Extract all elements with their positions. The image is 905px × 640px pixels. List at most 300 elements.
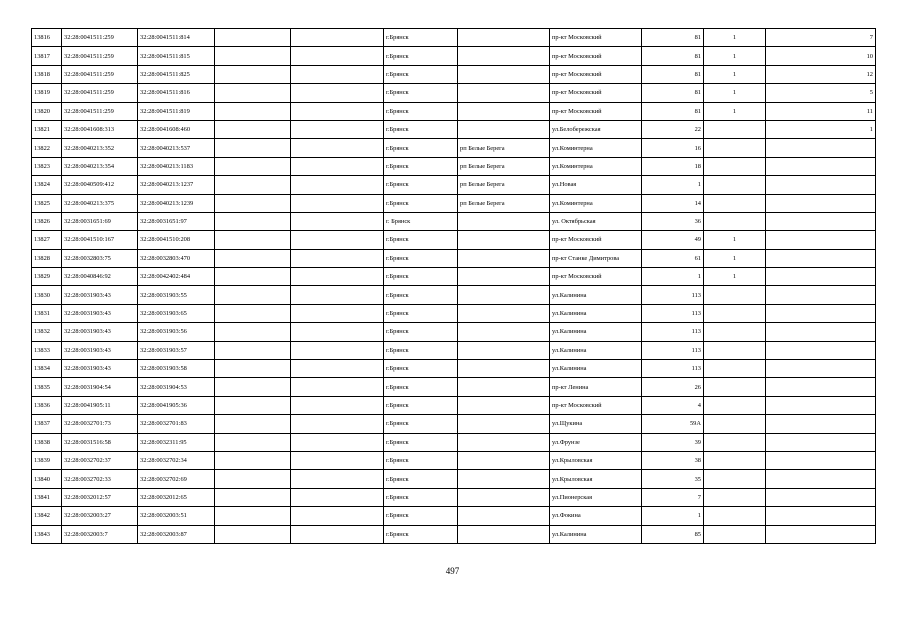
city-cell: г.Брянск <box>384 451 458 469</box>
row-number-cell: 13838 <box>32 433 62 451</box>
cadastral-number-cell: 32:28:0041511:825 <box>138 65 215 83</box>
row-number-cell: 13817 <box>32 47 62 65</box>
house-number-cell: 22 <box>642 120 704 138</box>
empty-cell <box>215 304 291 322</box>
district-cell <box>458 525 550 543</box>
table-row <box>32 488 876 506</box>
empty-cell <box>291 194 384 212</box>
row-number-cell: 13828 <box>32 249 62 267</box>
empty-cell <box>215 65 291 83</box>
row-number-cell: 13840 <box>32 470 62 488</box>
row-number-cell: 13823 <box>32 157 62 175</box>
cadastral-number-cell: 32:28:0040213:1239 <box>138 194 215 212</box>
city-cell: г.Брянск <box>384 304 458 322</box>
registry-table <box>31 28 876 544</box>
empty-cell <box>215 378 291 396</box>
table-row <box>32 360 876 378</box>
row-number-cell: 13825 <box>32 194 62 212</box>
parent-cadastral-number-cell: 32:28:0041511:259 <box>62 84 138 102</box>
street-cell: ул.Крыловская <box>550 470 642 488</box>
empty-cell <box>215 341 291 359</box>
column-f-cell <box>766 341 876 359</box>
district-cell <box>458 29 550 47</box>
parent-cadastral-number-cell: 32:28:0040213:352 <box>62 139 138 157</box>
column-f-cell: 5 <box>766 84 876 102</box>
row-number-cell: 13822 <box>32 139 62 157</box>
column-e-cell <box>704 507 766 525</box>
empty-cell <box>291 212 384 230</box>
street-cell: ул.Белобережская <box>550 120 642 138</box>
empty-cell <box>291 157 384 175</box>
table-row <box>32 470 876 488</box>
district-cell <box>458 451 550 469</box>
parent-cadastral-number-cell: 32:28:0031903:43 <box>62 360 138 378</box>
column-e-cell <box>704 212 766 230</box>
district-cell: рп Белые Берега <box>458 157 550 175</box>
district-cell <box>458 396 550 414</box>
column-f-cell <box>766 323 876 341</box>
district-cell <box>458 249 550 267</box>
empty-cell <box>215 249 291 267</box>
page-number: 497 <box>445 566 460 576</box>
table-row <box>32 323 876 341</box>
table-row <box>32 507 876 525</box>
row-number-cell: 13821 <box>32 120 62 138</box>
column-f-cell: 11 <box>766 102 876 120</box>
parent-cadastral-number-cell: 32:28:0032701:73 <box>62 415 138 433</box>
empty-cell <box>291 176 384 194</box>
city-cell: г.Брянск <box>384 396 458 414</box>
empty-cell <box>291 286 384 304</box>
district-cell <box>458 212 550 230</box>
empty-cell <box>215 525 291 543</box>
parent-cadastral-number-cell: 32:28:0031903:43 <box>62 341 138 359</box>
city-cell: г.Брянск <box>384 378 458 396</box>
parent-cadastral-number-cell: 32:28:0031516:58 <box>62 433 138 451</box>
empty-cell <box>215 176 291 194</box>
column-f-cell <box>766 378 876 396</box>
column-e-cell <box>704 396 766 414</box>
row-number-cell: 13818 <box>32 65 62 83</box>
empty-cell <box>215 470 291 488</box>
table-row <box>32 29 876 47</box>
parent-cadastral-number-cell: 32:28:0041511:259 <box>62 47 138 65</box>
house-number-cell: 81 <box>642 65 704 83</box>
cadastral-number-cell: 32:28:0031903:58 <box>138 360 215 378</box>
house-number-cell: 1 <box>642 507 704 525</box>
row-number-cell: 13820 <box>32 102 62 120</box>
empty-cell <box>291 102 384 120</box>
house-number-cell: 81 <box>642 84 704 102</box>
column-f-cell <box>766 507 876 525</box>
row-number-cell: 13832 <box>32 323 62 341</box>
column-e-cell <box>704 488 766 506</box>
column-f-cell <box>766 268 876 286</box>
empty-cell <box>215 29 291 47</box>
table-row <box>32 286 876 304</box>
column-f-cell <box>766 396 876 414</box>
empty-cell <box>215 231 291 249</box>
district-cell <box>458 286 550 304</box>
column-f-cell <box>766 194 876 212</box>
parent-cadastral-number-cell: 32:28:0040846:92 <box>62 268 138 286</box>
district-cell: рп Белые Берега <box>458 194 550 212</box>
house-number-cell: 85 <box>642 525 704 543</box>
column-e-cell: 1 <box>704 84 766 102</box>
street-cell: пр-кт Московский <box>550 29 642 47</box>
street-cell: ул.Коминтерна <box>550 194 642 212</box>
house-number-cell: 61 <box>642 249 704 267</box>
parent-cadastral-number-cell: 32:28:0041511:259 <box>62 29 138 47</box>
street-cell: пр-кт Московский <box>550 84 642 102</box>
table-row <box>32 139 876 157</box>
cadastral-number-cell: 32:28:0032803:470 <box>138 249 215 267</box>
cadastral-number-cell: 32:28:0032702:69 <box>138 470 215 488</box>
row-number-cell: 13837 <box>32 415 62 433</box>
empty-cell <box>291 378 384 396</box>
registry-rows <box>32 29 876 544</box>
city-cell: г.Брянск <box>384 47 458 65</box>
city-cell: г.Брянск <box>384 507 458 525</box>
column-e-cell <box>704 139 766 157</box>
cadastral-number-cell: 32:28:0041511:819 <box>138 102 215 120</box>
row-number-cell: 13824 <box>32 176 62 194</box>
table-row <box>32 451 876 469</box>
district-cell <box>458 84 550 102</box>
column-e-cell <box>704 451 766 469</box>
row-number-cell: 13827 <box>32 231 62 249</box>
house-number-cell: 18 <box>642 157 704 175</box>
row-number-cell: 13839 <box>32 451 62 469</box>
column-e-cell: 1 <box>704 231 766 249</box>
empty-cell <box>291 415 384 433</box>
empty-cell <box>215 488 291 506</box>
house-number-cell: 81 <box>642 47 704 65</box>
column-e-cell <box>704 433 766 451</box>
city-cell: г.Брянск <box>384 360 458 378</box>
empty-cell <box>215 84 291 102</box>
city-cell: г.Брянск <box>384 120 458 138</box>
column-e-cell <box>704 176 766 194</box>
table-row <box>32 47 876 65</box>
column-e-cell <box>704 360 766 378</box>
column-f-cell <box>766 212 876 230</box>
row-number-cell: 13833 <box>32 341 62 359</box>
row-number-cell: 13834 <box>32 360 62 378</box>
city-cell: г.Брянск <box>384 157 458 175</box>
empty-cell <box>215 268 291 286</box>
house-number-cell: 38 <box>642 451 704 469</box>
row-number-cell: 13842 <box>32 507 62 525</box>
house-number-cell: 81 <box>642 29 704 47</box>
house-number-cell: 26 <box>642 378 704 396</box>
city-cell: г.Брянск <box>384 525 458 543</box>
cadastral-number-cell: 32:28:0031651:97 <box>138 212 215 230</box>
empty-cell <box>215 323 291 341</box>
column-e-cell: 1 <box>704 29 766 47</box>
empty-cell <box>215 415 291 433</box>
city-cell: г.Брянск <box>384 84 458 102</box>
column-f-cell <box>766 231 876 249</box>
column-f-cell <box>766 157 876 175</box>
column-f-cell: 7 <box>766 29 876 47</box>
district-cell <box>458 488 550 506</box>
house-number-cell: 49 <box>642 231 704 249</box>
empty-cell <box>291 120 384 138</box>
cadastral-number-cell: 32:28:0040213:1183 <box>138 157 215 175</box>
empty-cell <box>291 304 384 322</box>
empty-cell <box>291 470 384 488</box>
empty-cell <box>291 29 384 47</box>
city-cell: г.Брянск <box>384 433 458 451</box>
row-number-cell: 13843 <box>32 525 62 543</box>
house-number-cell: 35 <box>642 470 704 488</box>
house-number-cell: 59А <box>642 415 704 433</box>
city-cell: г.Брянск <box>384 194 458 212</box>
column-f-cell <box>766 360 876 378</box>
cadastral-number-cell: 32:28:0040213:1237 <box>138 176 215 194</box>
column-e-cell: 1 <box>704 65 766 83</box>
street-cell: ул.Коминтерна <box>550 139 642 157</box>
city-cell: г.Брянск <box>384 470 458 488</box>
row-number-cell: 13836 <box>32 396 62 414</box>
house-number-cell: 14 <box>642 194 704 212</box>
street-cell: пр-кт Московский <box>550 231 642 249</box>
column-f-cell <box>766 488 876 506</box>
row-number-cell: 13835 <box>32 378 62 396</box>
house-number-cell: 4 <box>642 396 704 414</box>
city-cell: г.Брянск <box>384 176 458 194</box>
empty-cell <box>291 341 384 359</box>
column-f-cell <box>766 176 876 194</box>
column-e-cell <box>704 157 766 175</box>
empty-cell <box>215 507 291 525</box>
table-row <box>32 378 876 396</box>
cadastral-number-cell: 32:28:0041511:816 <box>138 84 215 102</box>
table-row <box>32 212 876 230</box>
column-e-cell: 1 <box>704 249 766 267</box>
street-cell: ул.Новая <box>550 176 642 194</box>
table-row <box>32 84 876 102</box>
empty-cell <box>291 433 384 451</box>
table-row <box>32 415 876 433</box>
parent-cadastral-number-cell: 32:28:0031651:69 <box>62 212 138 230</box>
empty-cell <box>291 268 384 286</box>
column-f-cell <box>766 304 876 322</box>
parent-cadastral-number-cell: 32:28:0040213:375 <box>62 194 138 212</box>
empty-cell <box>215 212 291 230</box>
empty-cell <box>291 507 384 525</box>
column-f-cell <box>766 451 876 469</box>
district-cell <box>458 47 550 65</box>
city-cell: г.Брянск <box>384 249 458 267</box>
table-row <box>32 102 876 120</box>
district-cell <box>458 323 550 341</box>
column-f-cell: 1 <box>766 120 876 138</box>
cadastral-number-cell: 32:28:0041511:815 <box>138 47 215 65</box>
column-e-cell <box>704 194 766 212</box>
empty-cell <box>291 360 384 378</box>
empty-cell <box>215 194 291 212</box>
street-cell: пр-кт Ленина <box>550 378 642 396</box>
empty-cell <box>215 360 291 378</box>
cadastral-number-cell: 32:28:0042402:484 <box>138 268 215 286</box>
city-cell: г.Брянск <box>384 231 458 249</box>
district-cell <box>458 304 550 322</box>
table-row <box>32 268 876 286</box>
parent-cadastral-number-cell: 32:28:0041608:313 <box>62 120 138 138</box>
row-number-cell: 13831 <box>32 304 62 322</box>
house-number-cell: 36 <box>642 212 704 230</box>
empty-cell <box>215 157 291 175</box>
house-number-cell: 113 <box>642 304 704 322</box>
empty-cell <box>291 65 384 83</box>
district-cell <box>458 341 550 359</box>
street-cell: пр-кт Московский <box>550 396 642 414</box>
column-f-cell <box>766 525 876 543</box>
street-cell: ул.Калинина <box>550 360 642 378</box>
district-cell <box>458 433 550 451</box>
city-cell: г.Брянск <box>384 268 458 286</box>
column-e-cell <box>704 286 766 304</box>
empty-cell <box>291 231 384 249</box>
cadastral-number-cell: 32:28:0031903:56 <box>138 323 215 341</box>
row-number-cell: 13829 <box>32 268 62 286</box>
parent-cadastral-number-cell: 32:28:0041511:259 <box>62 102 138 120</box>
cadastral-number-cell: 32:28:0031904:53 <box>138 378 215 396</box>
parent-cadastral-number-cell: 32:28:0040509:412 <box>62 176 138 194</box>
cadastral-number-cell: 32:28:0041510:208 <box>138 231 215 249</box>
empty-cell <box>215 47 291 65</box>
house-number-cell: 113 <box>642 360 704 378</box>
parent-cadastral-number-cell: 32:28:0031904:54 <box>62 378 138 396</box>
street-cell: ул.Калинина <box>550 323 642 341</box>
city-cell: г.Брянск <box>384 29 458 47</box>
table-row <box>32 433 876 451</box>
table-row <box>32 249 876 267</box>
column-f-cell <box>766 470 876 488</box>
house-number-cell: 7 <box>642 488 704 506</box>
column-e-cell <box>704 341 766 359</box>
column-e-cell <box>704 378 766 396</box>
row-number-cell: 13819 <box>32 84 62 102</box>
row-number-cell: 13826 <box>32 212 62 230</box>
empty-cell <box>291 451 384 469</box>
empty-cell <box>215 396 291 414</box>
street-cell: пр-кт Московский <box>550 268 642 286</box>
parent-cadastral-number-cell: 32:28:0031903:43 <box>62 323 138 341</box>
city-cell: г.Брянск <box>384 415 458 433</box>
parent-cadastral-number-cell: 32:28:0032803:75 <box>62 249 138 267</box>
column-e-cell <box>704 304 766 322</box>
empty-cell <box>291 84 384 102</box>
column-e-cell: 1 <box>704 268 766 286</box>
house-number-cell: 1 <box>642 268 704 286</box>
parent-cadastral-number-cell: 32:28:0041905:11 <box>62 396 138 414</box>
empty-cell <box>215 286 291 304</box>
parent-cadastral-number-cell: 32:28:0040213:354 <box>62 157 138 175</box>
parent-cadastral-number-cell: 32:28:0041511:259 <box>62 65 138 83</box>
column-f-cell <box>766 139 876 157</box>
street-cell: пр-кт Московский <box>550 102 642 120</box>
table-row <box>32 396 876 414</box>
city-cell: г.Брянск <box>384 139 458 157</box>
parent-cadastral-number-cell: 32:28:0031903:43 <box>62 304 138 322</box>
table-row <box>32 120 876 138</box>
city-cell: г.Брянск <box>384 102 458 120</box>
district-cell <box>458 120 550 138</box>
table-row <box>32 176 876 194</box>
empty-cell <box>215 433 291 451</box>
empty-cell <box>291 396 384 414</box>
column-f-cell <box>766 286 876 304</box>
parent-cadastral-number-cell: 32:28:0032702:33 <box>62 470 138 488</box>
cadastral-number-cell: 32:28:0032701:83 <box>138 415 215 433</box>
column-e-cell <box>704 415 766 433</box>
column-e-cell <box>704 525 766 543</box>
house-number-cell: 16 <box>642 139 704 157</box>
street-cell: ул.Пионерская <box>550 488 642 506</box>
column-f-cell: 10 <box>766 47 876 65</box>
empty-cell <box>291 488 384 506</box>
cadastral-number-cell: 32:28:0032003:51 <box>138 507 215 525</box>
column-f-cell <box>766 249 876 267</box>
house-number-cell: 113 <box>642 323 704 341</box>
street-cell: ул.Калинина <box>550 286 642 304</box>
city-cell: г.Брянск <box>384 286 458 304</box>
row-number-cell: 13830 <box>32 286 62 304</box>
house-number-cell: 39 <box>642 433 704 451</box>
empty-cell <box>291 323 384 341</box>
table-row <box>32 231 876 249</box>
district-cell <box>458 415 550 433</box>
empty-cell <box>291 249 384 267</box>
empty-cell <box>291 525 384 543</box>
cadastral-number-cell: 32:28:0041905:36 <box>138 396 215 414</box>
cadastral-number-cell: 32:28:0031903:65 <box>138 304 215 322</box>
street-cell: ул.Калинина <box>550 341 642 359</box>
district-cell: рп Белые Берега <box>458 139 550 157</box>
column-e-cell <box>704 120 766 138</box>
district-cell <box>458 470 550 488</box>
parent-cadastral-number-cell: 32:28:0032012:57 <box>62 488 138 506</box>
empty-cell <box>215 139 291 157</box>
street-cell: ул.Калинина <box>550 304 642 322</box>
street-cell: пр-кт Московский <box>550 47 642 65</box>
parent-cadastral-number-cell: 32:28:0032702:37 <box>62 451 138 469</box>
house-number-cell: 113 <box>642 286 704 304</box>
cadastral-number-cell: 32:28:0040213:537 <box>138 139 215 157</box>
district-cell: рп Белые Берега <box>458 176 550 194</box>
house-number-cell: 113 <box>642 341 704 359</box>
row-number-cell: 13816 <box>32 29 62 47</box>
house-number-cell: 1 <box>642 176 704 194</box>
cadastral-number-cell: 32:28:0031903:57 <box>138 341 215 359</box>
street-cell: ул.Фокина <box>550 507 642 525</box>
street-cell: ул.Коминтерна <box>550 157 642 175</box>
street-cell: пр-кт Московский <box>550 65 642 83</box>
district-cell <box>458 102 550 120</box>
cadastral-number-cell: 32:28:0041511:814 <box>138 29 215 47</box>
table-row <box>32 157 876 175</box>
cadastral-number-cell: 32:28:0031903:55 <box>138 286 215 304</box>
column-e-cell <box>704 470 766 488</box>
street-cell: ул. Октябрьская <box>550 212 642 230</box>
column-e-cell: 1 <box>704 47 766 65</box>
city-cell: г.Брянск <box>384 341 458 359</box>
city-cell: г.Брянск <box>384 323 458 341</box>
district-cell <box>458 378 550 396</box>
